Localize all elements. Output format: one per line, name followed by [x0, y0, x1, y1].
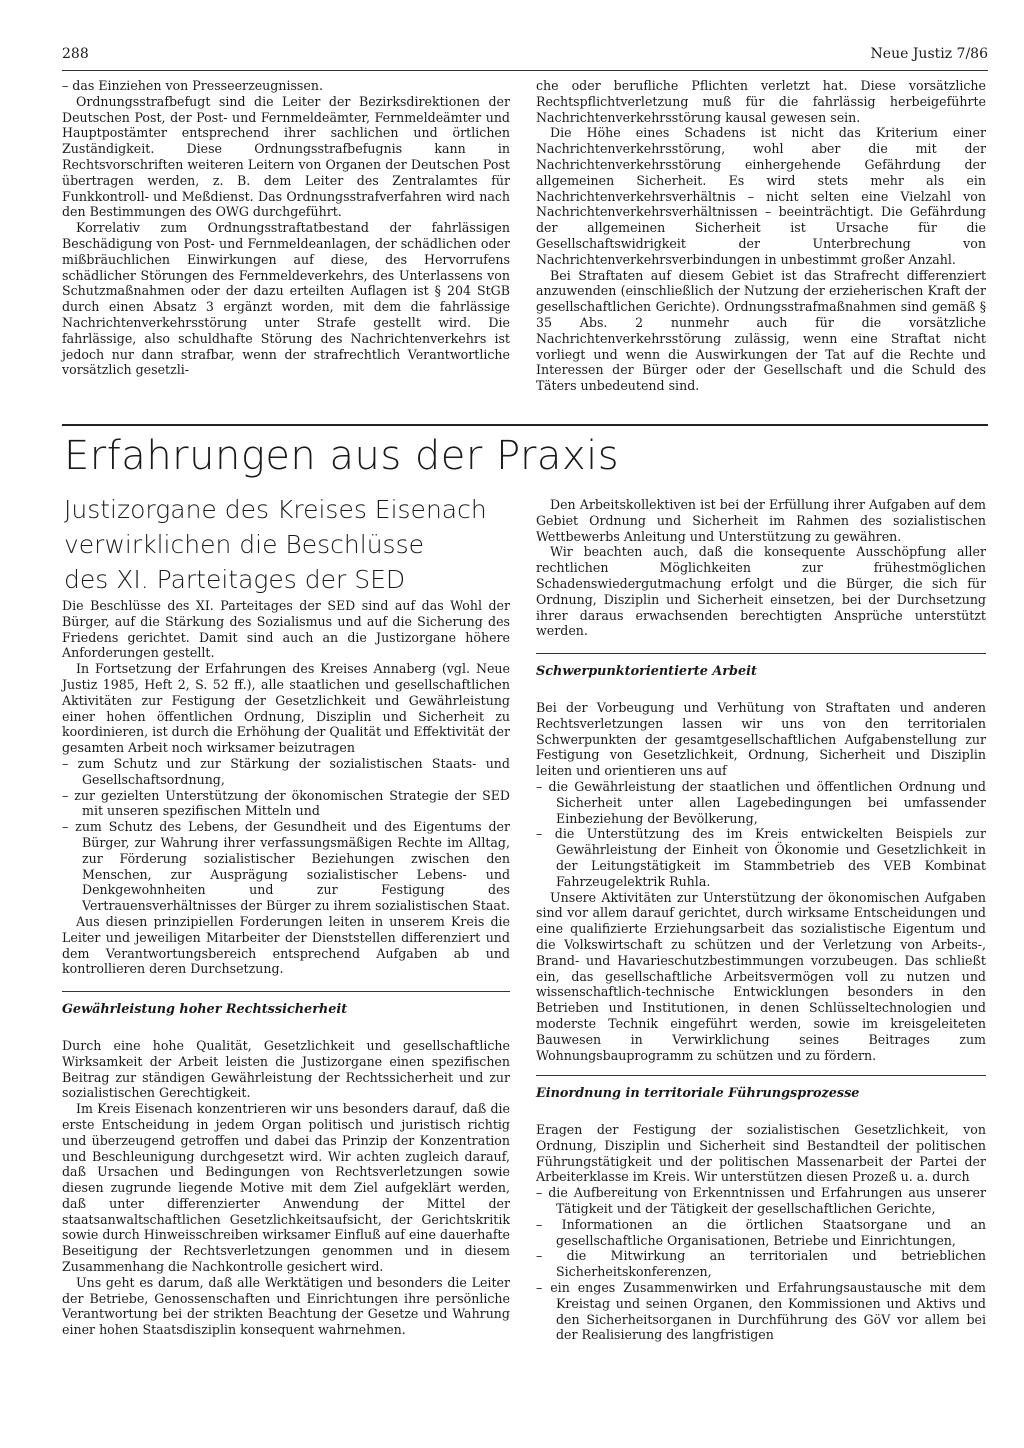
list-item: – zur gezielten Unterstützung der ökonomischen Strategie der SED mit unseren spezifischen Mitteln und [62, 787, 510, 819]
paragraph: Durch eine hohe Qualität, Gesetzlichkeit und gesellschaftliche Wirksamkeit der Arbeit leisten die Justizorgane einen spezifischen Beitrag zur ständigen Gewährleistung der Rechtssicherheit und zur sozialistischen Gerechtigkeit. [62, 1037, 510, 1101]
paragraph: Im Kreis Eisenach konzentrieren wir uns besonders darauf, daß die erste Entscheidung in jedem Organ politisch und juristisch richtig und überzeugend getroffen und dabei das Prinzip der Konzentration und Beschleunigung durchgesetzt wird. Wir achten zugleich darauf, daß Ursachen und Bedingungen von Rechtsverletzungen sowie diesen zugrunde liegende Motive mit dem Ziel aufgeklärt werden, daß unter differenzierter Anwendung der Mittel der staatsanwaltschaftlichen Gesetzlichkeitsaufsicht, der Gerichtskritik sowie durch Hinweisschreiben wirksamer Einfluß auf eine dauerhafte Beseitigung der Rechtsverletzungen genommen und in diesem Zusammenhang die Nachkontrolle gesichert wird. [62, 1101, 510, 1275]
article-title-line: verwirklichen die Beschlüsse [64, 530, 424, 559]
section-title: Erfahrungen aus der Praxis [64, 433, 620, 479]
section-divider [62, 424, 988, 426]
paragraph: Die Höhe eines Schadens ist nicht das Kriterium einer Nachrichtenverkehrsstörung, wohl aber die mit der Nachrichtenverkehrsstörung einhergehende Gefährdung der allgemeinen Sicherheit. Es wird stets mehr als ein Nachrichtenverkehrsverhältnis – nicht selten eine Vielzahl von Nachrichtenverkehrsverhältnissen – beeinträchtigt. Die Gefährdung der allgemeinen Sicherheit ist Ursache für die Gesellschaftswidrigkeit der Unterbrechung von Nachrichtenverkehrsverbindungen in unbestimmt großer Anzahl. [536, 125, 986, 267]
paragraph: Eragen der Festigung der sozialistischen Gesetzlichkeit, von Ordnung, Disziplin und Sicherheit sind Bestandteil der politischen Führungstätigkeit und der politischen Massenarbeit der Partei der Arbeiterklasse im Kreis. Wir unterstützen diesen Prozeß u. a. durch [536, 1122, 986, 1185]
list-item: – Informationen an die örtlichen Staatsorgane und an gesellschaftliche Organisationen, Betriebe und Einrichtungen, [536, 1216, 986, 1248]
paragraph: Bei Straftaten auf diesem Gebiet ist das Strafrecht differenziert anzuwenden (einschließlich der Nutzung der erzieherischen Kraft der gesellschaftlichen Gerichte). Ordnungsstrafmaßnahmen sind gemäß § 35 Abs. 2 nunmehr auch für die vorsätzliche Nachrichtenverkehrsstörung zulässig, wenn eine Straftat nicht vorliegt und wenn die Auswirkungen der Tat auf die Rechte und Interessen der Bürger oder der Gesellschaft und die Schuld des Täters unbedeutend sind. [536, 267, 986, 394]
top-column-left [62, 78, 510, 378]
list-item: – die Unterstützung des im Kreis entwickelten Beispiels zur Gewährleistung der Einheit von Ökonomie und Gesetzlichkeit in der Leitungstätigkeit im Stammbetrieb des VEB Kombinat Fahrzeugelektrik Ruhla. [536, 826, 986, 889]
page-number: 288 [62, 46, 89, 62]
paragraph: Die Beschlüsse des XI. Parteitages der SED sind auf das Wohl der Bürger, auf die Stärkung des Sozialismus und auf die Sicherung des Friedens gerichtet. Damit sind auch an die Justizorgane höhere Anforderungen gestellt. [62, 598, 510, 661]
journal-issue: Neue Justiz 7/86 [870, 46, 988, 62]
paragraph: che oder berufliche Pflichten verletzt hat. Diese vorsätzliche Rechtspflichtverletzung muß für die fahrlässig herbeigeführte Nachrichtenverkehrsstörung kausal gewesen sein. [536, 78, 986, 125]
article-title-line: des XI. Parteitages der SED [64, 565, 406, 594]
article-title [64, 492, 487, 597]
header-divider [62, 70, 988, 71]
paragraph: Wir beachten auch, daß die konsequente Ausschöpfung aller rechtlichen Möglichkeiten zur frühestmöglichen Schadenswiedergutmachung erfolgt und die Bürger, die sich für Ordnung, Disziplin und Sicherheit einsetzen, bei der Durchsetzung ihrer daraus erwachsenden berechtigten Ansprüche unterstützt werden. [536, 544, 986, 639]
article-column-right [536, 497, 986, 1343]
paragraph: Uns geht es darum, daß alle Werktätigen und besonders die Leiter der Betriebe, Genossenschaften und Einrichtungen ihre persönliche Verantwortung bei der strikten Beachtung der Gesetze und Wahrung einer hohen Staatsdisziplin konsequent wahrnehmen. [62, 1274, 510, 1338]
top-column-right [536, 78, 986, 394]
list-item: – die Gewährleistung der staatlichen und öffentlichen Ordnung und Sicherheit unter allen Lagebedingungen bei umfassender Einbeziehung der Bevölkerung, [536, 778, 986, 826]
list-item: – die Aufbereitung von Erkenntnissen und Erfahrungen aus unserer Tätigkeit und der Tätigkeit der gesellschaftlichen Gerichte, [536, 1185, 986, 1217]
paragraph: Den Arbeitskollektiven ist bei der Erfüllung ihrer Aufgaben auf dem Gebiet Ordnung und Sicherheit im Rahmen des sozialistischen Wettbewerbs Anleitung und Unterstützung zu gewähren. [536, 497, 986, 544]
paragraph: Aus diesen prinzipiellen Forderungen leiten in unserem Kreis die Leiter und jeweiligen Mitarbeiter der Dienststellen differenziert und dem Verantwortungsbereich entsprechend Aufgaben ab und kontrollieren deren Durchsetzung. [62, 913, 510, 977]
paragraph: – das Einziehen von Presseerzeugnissen. [62, 78, 323, 93]
page-header [62, 46, 988, 66]
paragraph: Unsere Aktivitäten zur Unterstützung der ökonomischen Aufgaben sind vor allem darauf gerichtet, durch wirksame Entscheidungen und eine qualifizierte Erziehungsarbeit das sozialistische Eigentum und die Volkswirtschaft zu schützen und der Verletzung von Arbeits-, Brand- und Havarieschutzbestimmungen vorzubeugen. Das schließt ein, das gesellschaftliche Arbeitsvermögen voll zu nutzen und wissenschaftlich-technische Entwicklungen besonders in den Betrieben und Institutionen, in denen Schlüsseltechnologien und moderste Technik eingeführt werden, sowie im kreisgeleiteten Bauwesen in Verwirklichung seines Beitrages zum Wohnungsbauprogramm zu schützen und zu fördern. [536, 889, 986, 1063]
subheading-schwerpunkt: Schwerpunktorientierte Arbeit [536, 653, 986, 680]
subheading-rechtssicherheit: Gewährleistung hoher Rechtssicherheit [62, 991, 510, 1018]
list-item: – ein enges Zusammenwirken und Erfahrungsaustausche mit dem Kreistag und seinen Organen, den Kommissionen und Aktivs und den Sicherheitsorganen in Durchführung des GöV vor allem bei der Realisierung des langfristigen [536, 1280, 986, 1343]
subheading-fuehrungsprozesse: Einordnung in territoriale Führungsprozesse [536, 1075, 986, 1102]
paragraph: Korrelativ zum Ordnungsstraftatbestand der fahrlässigen Beschädigung von Post- und Fernmeldeanlagen, der schädlichen oder mißbräuchlichen Einwirkungen auf diese, des Hervorrufens schädlicher Störungen des Fernmeldeverkehrs, des Unterlassens von Schutzmaßnahmen oder der dazu erteilten Auflagen ist § 204 StGB durch einen Absatz 3 ergänzt worden, mit dem die fahrlässige Nachrichtenverkehrsstörung unter Strafe gestellt wird. Die fahrlässige, also schuldhafte Störung des Nachrichtenverkehrs ist jedoch nur dann strafbar, wenn der strafrechtlich Verantwortliche vorsätzlich gesetzli- [62, 220, 510, 378]
list-item: – die Mitwirkung an territorialen und betrieblichen Sicherheitskonferenzen, [536, 1248, 986, 1280]
paragraph: Ordnungsstrafbefugt sind die Leiter der Bezirksdirektionen der Deutschen Post, der Post- und Fernmeldeämter, Fernmeldeämter und Hauptpostämter entsprechend ihrer sachlichen und örtlichen Zuständigkeit. Diese Ordnungsstrafbefugnis kann in Rechtsvorschriften weiteren Leitern von Organen der Deutschen Post übertragen werden, z. B. dem Leiter des Zentralamtes für Funkkontroll- und Meßdienst. Das Ordnungsstrafverfahren wird nach den Bestimmungen des OWG durchgeführt. [62, 93, 510, 220]
article-title-line: Justizorgane des Kreises Eisenach [64, 495, 487, 524]
paragraph: In Fortsetzung der Erfahrungen des Kreises Annaberg (vgl. Neue Justiz 1985, Heft 2, S. 52 ff.), alle staatlichen und gesellschaftlichen Aktivitäten zur Festigung der Gesetzlichkeit und Gewährleistung einer hohen öffentlichen Ordnung, Disziplin und Sicherheit zu koordinieren, ist durch die Erhöhung der Qualität und Effektivität der gesamten Arbeit noch wirksamer beizutragen [62, 661, 510, 756]
paragraph: Bei der Vorbeugung und Verhütung von Straftaten und anderen Rechtsverletzungen lassen wir uns von den territorialen Schwerpunkten der gesamtgesellschaftlichen Aufgabenstellung zur Festigung von Gesetzlichkeit, Ordnung, Sicherheit und Disziplin leiten und orientieren uns auf [536, 699, 986, 779]
list-item: – zum Schutz des Lebens, der Gesundheit und des Eigentums der Bürger, zur Wahrung ihrer verfassungsmäßigen Rechte im Alltag, zur Förderung sozialistischer Beziehungen zwischen den Menschen, zur Ausprägung sozialistischer Lebens- und Denkgewohnheiten und zur Festigung des Vertrauensverhältnisses der Bürger zu ihrem sozialistischen Staat. [62, 819, 510, 914]
list-item: – zum Schutz und zur Stärkung der sozialistischen Staats- und Gesellschaftsordnung, [62, 755, 510, 787]
article-column-left [62, 598, 510, 1338]
